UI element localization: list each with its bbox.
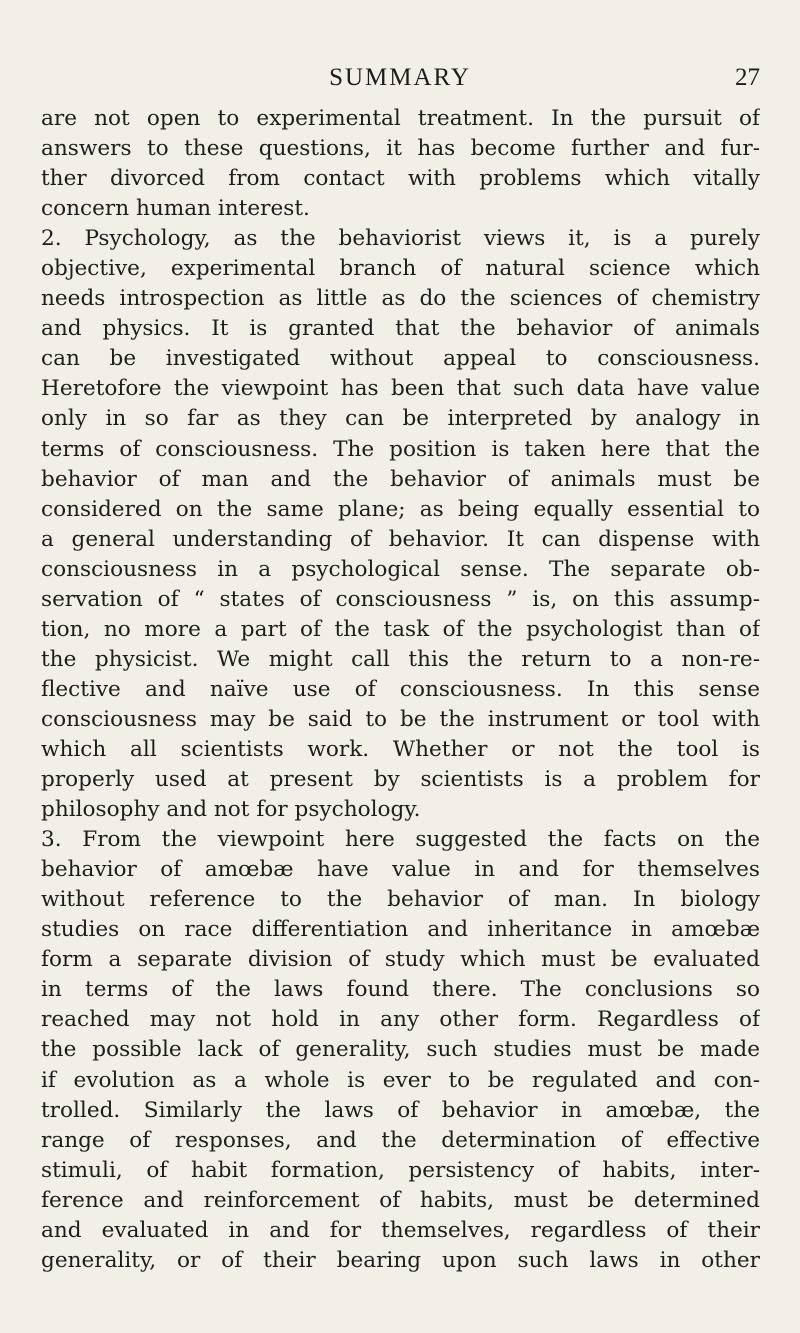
running-head xyxy=(40,60,760,96)
text-line: and physics. It is granted that the behavior of animals xyxy=(41,316,760,342)
text-line: without reference to the behavior of man. In biology xyxy=(41,887,760,913)
text-line: if evolution as a whole is ever to be regulated and con- xyxy=(41,1067,760,1093)
text-line: terms of consciousness. The position is taken here that the xyxy=(41,436,760,462)
text-line: answers to these questions, it has become further and fur- xyxy=(41,136,760,162)
text-line: the possible lack of generality, such studies must be made xyxy=(41,1037,760,1063)
text-line: generality, or of their bearing upon such laws in other xyxy=(41,1247,760,1273)
text-line: are not open to experimental treatment. In the pursuit of xyxy=(41,106,760,131)
text-line: servation of “ states of consciousness ” is, on this assump- xyxy=(41,586,760,612)
text-line: behavior of amœbæ have value in and for themselves xyxy=(41,857,760,883)
page-number: 27 xyxy=(735,64,760,91)
text-line: needs introspection as little as do the sciences of chemistry xyxy=(41,286,760,312)
text-line: studies on race differentiation and inheritance in amœbæ xyxy=(41,917,760,943)
text-line: only in so far as they can be interpreted by analogy in xyxy=(41,406,760,432)
text-line: which all scientists work. Whether or not the tool is xyxy=(41,736,760,762)
text-line: ference and reinforcement of habits, must be determined xyxy=(41,1187,760,1213)
text-line: properly used at present by scientists is a problem for xyxy=(41,767,760,793)
text-line: behavior of man and the behavior of animals must be xyxy=(41,466,760,492)
text-line: consciousness in a psychological sense. The separate ob- xyxy=(41,556,760,582)
text-line: concern human interest. xyxy=(41,196,310,222)
text-line: the physicist. We might call this the return to a non-re- xyxy=(41,646,760,672)
text-line: philosophy and not for psychology. xyxy=(41,797,421,823)
text-line: ther divorced from contact with problems which vitally xyxy=(41,166,760,192)
text-line: stimuli, of habit formation, persistency of habits, inter- xyxy=(41,1157,760,1183)
text-line: tion, no more a part of the task of the psychologist than of xyxy=(41,616,760,642)
text-line: can be investigated without appeal to consciousness. xyxy=(41,346,760,372)
text-line: considered on the same plane; as being equally essential to xyxy=(41,496,760,522)
text-line: range of responses, and the determination of effective xyxy=(41,1127,760,1153)
text-line: reached may not hold in any other form. Regardless of xyxy=(41,1007,760,1033)
text-line: 3. From the viewpoint here suggested the facts on the xyxy=(41,827,760,853)
text-line: objective, experimental branch of natural science which xyxy=(41,256,760,282)
text-line: in terms of the laws found there. The conclusions so xyxy=(41,977,760,1003)
running-title: SUMMARY xyxy=(329,64,471,91)
text-line: and evaluated in and for themselves, regardless of their xyxy=(41,1217,760,1243)
text-line: Heretofore the viewpoint has been that such data have value xyxy=(41,376,760,402)
text-line: form a separate division of study which must be evaluated xyxy=(41,947,760,973)
text-line: flective and naïve use of consciousness. In this sense xyxy=(41,676,760,702)
text-line: 2. Psychology, as the behaviorist views it, is a purely xyxy=(41,226,760,252)
body-text xyxy=(41,104,760,1276)
text-line: trolled. Similarly the laws of behavior in amœbæ, the xyxy=(41,1097,760,1123)
text-line: consciousness may be said to be the instrument or tool with xyxy=(41,706,760,732)
text-line: a general understanding of behavior. It can dispense with xyxy=(41,526,760,552)
